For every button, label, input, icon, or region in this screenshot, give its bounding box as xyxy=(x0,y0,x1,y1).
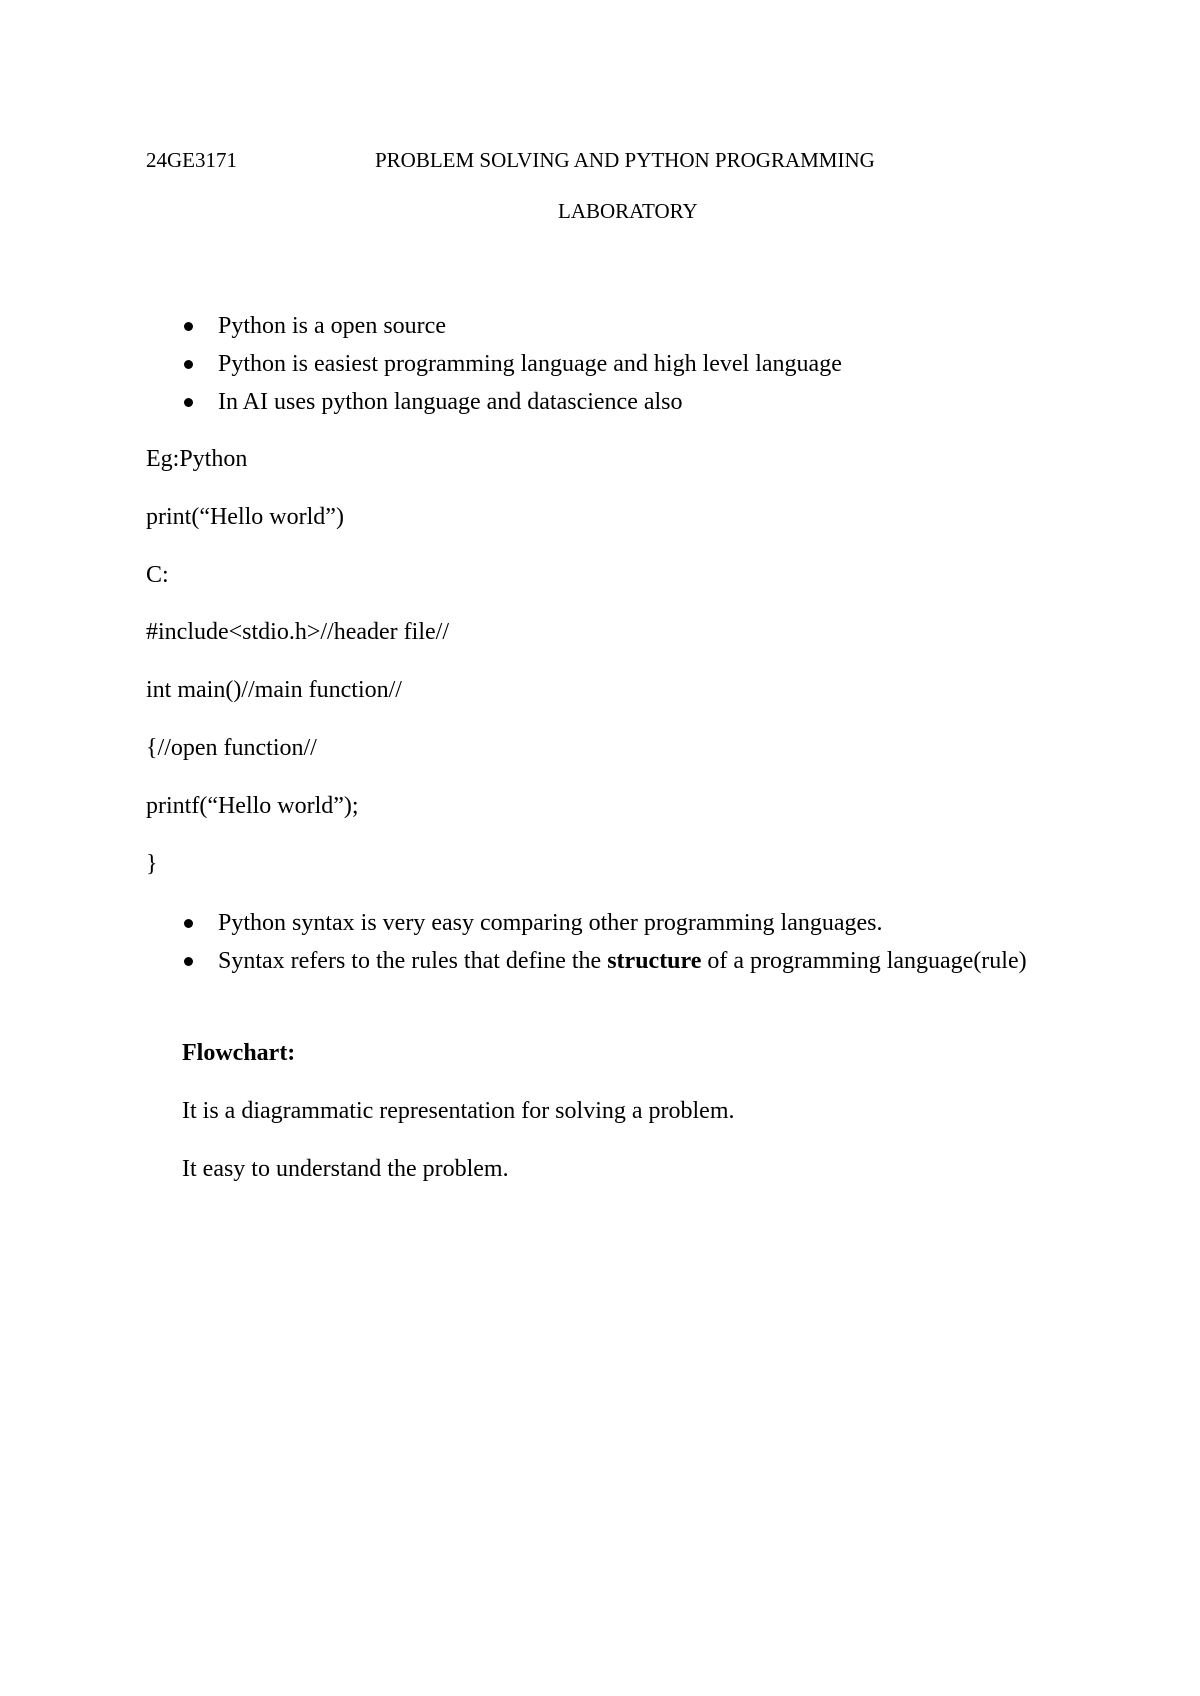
flowchart-definition: It is a diagrammatic representation for solving a problem. xyxy=(182,1098,735,1124)
c-example-label: C: xyxy=(146,562,169,588)
course-title-line2: LABORATORY xyxy=(558,199,698,223)
course-title: PROBLEM SOLVING AND PYTHON PROGRAMMING xyxy=(375,148,875,172)
c-code-line: {//open function// xyxy=(146,735,317,761)
c-code-line: } xyxy=(146,851,158,877)
bullet-icon xyxy=(184,957,193,966)
course-code: 24GE3171 xyxy=(146,148,237,172)
bullet-icon xyxy=(184,919,193,928)
list-item xyxy=(146,383,842,421)
list-item-text: In AI uses python language and datascience also xyxy=(218,389,683,415)
list-item xyxy=(146,942,1084,980)
c-code-line: int main()//main function// xyxy=(146,677,402,703)
list-item-text: Python is a open source xyxy=(218,313,446,339)
bullet-icon xyxy=(184,360,193,369)
c-code-line: printf(“Hello world”); xyxy=(146,793,359,819)
list-item-text: Python is easiest programming language and high level language xyxy=(218,351,842,377)
list-item xyxy=(146,904,1084,942)
bullet-icon xyxy=(184,398,193,407)
c-code-line: #include<stdio.h>//header file// xyxy=(146,619,449,645)
emphasis-text: structure xyxy=(607,948,702,974)
python-example-label: Eg:Python xyxy=(146,446,248,472)
flowchart-heading: Flowchart: xyxy=(182,1040,296,1066)
syntax-bullet-list xyxy=(146,904,1084,980)
bullet-icon xyxy=(184,322,193,331)
list-item-text: Syntax refers to the rules that define the xyxy=(218,948,608,974)
list-item-text: Python syntax is very easy comparing other programming languages. xyxy=(218,910,883,936)
python-code-line: print(“Hello world”) xyxy=(146,504,344,530)
flowchart-benefit: It easy to understand the problem. xyxy=(182,1156,509,1182)
list-item-text: of a programming language(rule) xyxy=(701,948,1027,974)
intro-bullet-list xyxy=(146,307,842,421)
list-item xyxy=(146,345,842,383)
list-item xyxy=(146,307,842,345)
